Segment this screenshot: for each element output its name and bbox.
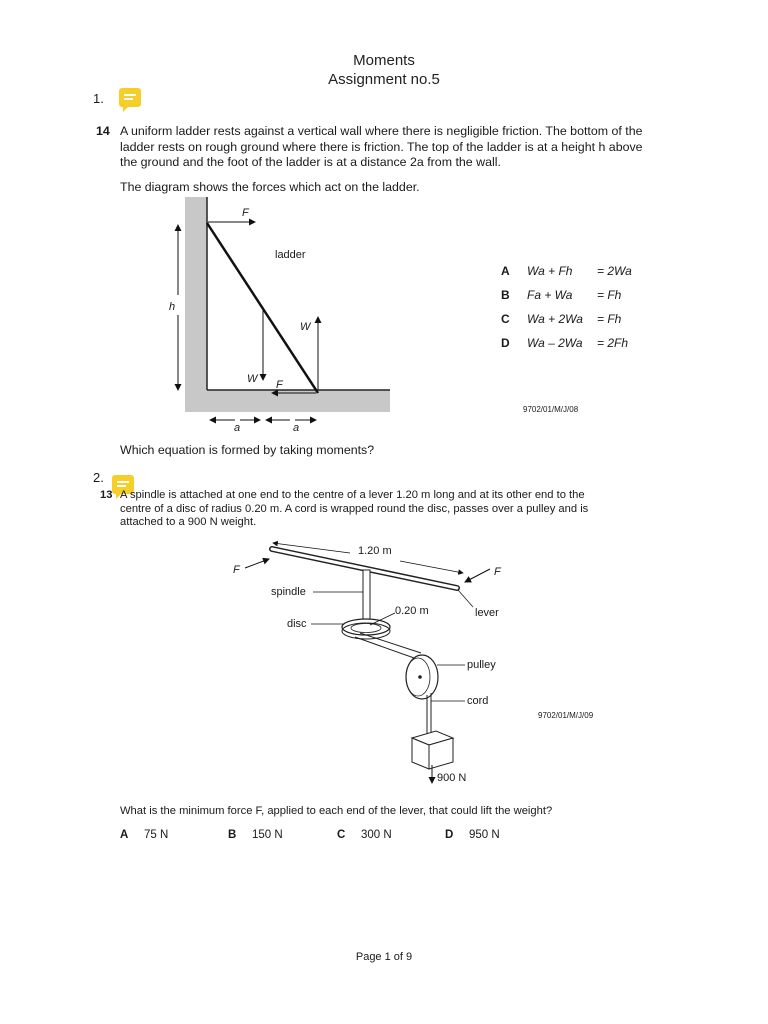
spindle-label: spindle: [271, 586, 306, 598]
ladder-label-a2: a: [293, 422, 300, 434]
ladder-label: ladder: [275, 249, 306, 261]
q2-text-line: A spindle is attached at one end to the centre of a lever 1.20 m long and at its other end to the: [120, 489, 585, 501]
force-arrow-right: [465, 569, 490, 582]
page-title: Moments: [353, 52, 415, 69]
lever-force-right-label: F: [494, 566, 501, 578]
q2-list-number: 2.: [93, 470, 104, 485]
ladder-label-f-top: F: [242, 207, 249, 219]
q1-number: 14: [96, 124, 110, 138]
q1-text-line: the ground and the foot of the ladder is at a distance 2a from the wall.: [120, 155, 501, 169]
q2-answer-c[interactable]: C 300 N: [337, 829, 392, 841]
lever-label: lever: [475, 607, 499, 619]
disc-label: disc: [287, 618, 307, 630]
q2-number: 13: [100, 489, 113, 501]
q1-reference: 9702/01/M/J/08: [523, 405, 579, 414]
q2-answer-d[interactable]: D 950 N: [445, 829, 500, 841]
q1-option-c[interactable]: C Wa + 2Wa = Fh: [501, 312, 622, 326]
page-subtitle: Assignment no.5: [328, 71, 440, 88]
page-number: Page 1 of 9: [355, 951, 413, 963]
spindle-rod: [363, 570, 370, 625]
weight-label: 900 N: [437, 772, 467, 784]
q2-text-line: centre of a disc of radius 0.20 m. A cord is wrapped round the disc, passes over a pulley and is: [120, 502, 589, 515]
q2-reference: 9702/01/M/J/09: [538, 711, 594, 720]
q1-option-d[interactable]: D Wa – 2Wa = 2Fh: [501, 336, 629, 350]
lever-length-label: 1.20 m: [358, 545, 392, 557]
q2-text: [120, 489, 660, 530]
q2-answer-a[interactable]: A 75 N: [120, 829, 169, 841]
q1-list-number: 1.: [93, 91, 104, 106]
ladder-label-w-right: W: [300, 321, 311, 333]
pulley-label: pulley: [467, 659, 496, 671]
q1-text: [120, 124, 680, 171]
cord-label: cord: [467, 695, 489, 707]
q2-question: What is the minimum force F, applied to each end of the lever, that could lift the weight?: [120, 805, 553, 817]
lever-force-left-label: F: [233, 564, 240, 576]
q1-diagram-caption: The diagram shows the forces which act on the ladder.: [120, 180, 420, 194]
ladder-label-a1: a: [234, 422, 241, 434]
q1-option-a[interactable]: A Wa + Fh = 2Wa: [501, 264, 632, 278]
ladder-label-w-left: W: [247, 373, 258, 385]
comment-note-icon[interactable]: [119, 88, 141, 107]
ladder-label-h: h: [169, 301, 176, 313]
ladder-diagram: [160, 195, 400, 440]
radius-label: 0.20 m: [395, 605, 429, 617]
cord-line: [355, 637, 417, 659]
q1-question: Which equation is formed by taking moments?: [120, 443, 375, 457]
ladder-label-f-bottom: F: [276, 379, 283, 391]
q1-text-line: A uniform ladder rests against a vertical wall where there is negligible friction. The bottom of the: [120, 124, 643, 138]
wall: [185, 197, 207, 412]
force-arrow-left: [245, 559, 269, 568]
q1-text-line: ladder rests on rough ground where there is friction. The top of the ladder is at a height h above: [120, 139, 643, 154]
q1-option-b[interactable]: B Fa + Wa = Fh: [501, 288, 622, 302]
q2-answer-b[interactable]: B 150 N: [228, 829, 283, 841]
q2-text-line: attached to a 900 N weight.: [120, 516, 257, 528]
